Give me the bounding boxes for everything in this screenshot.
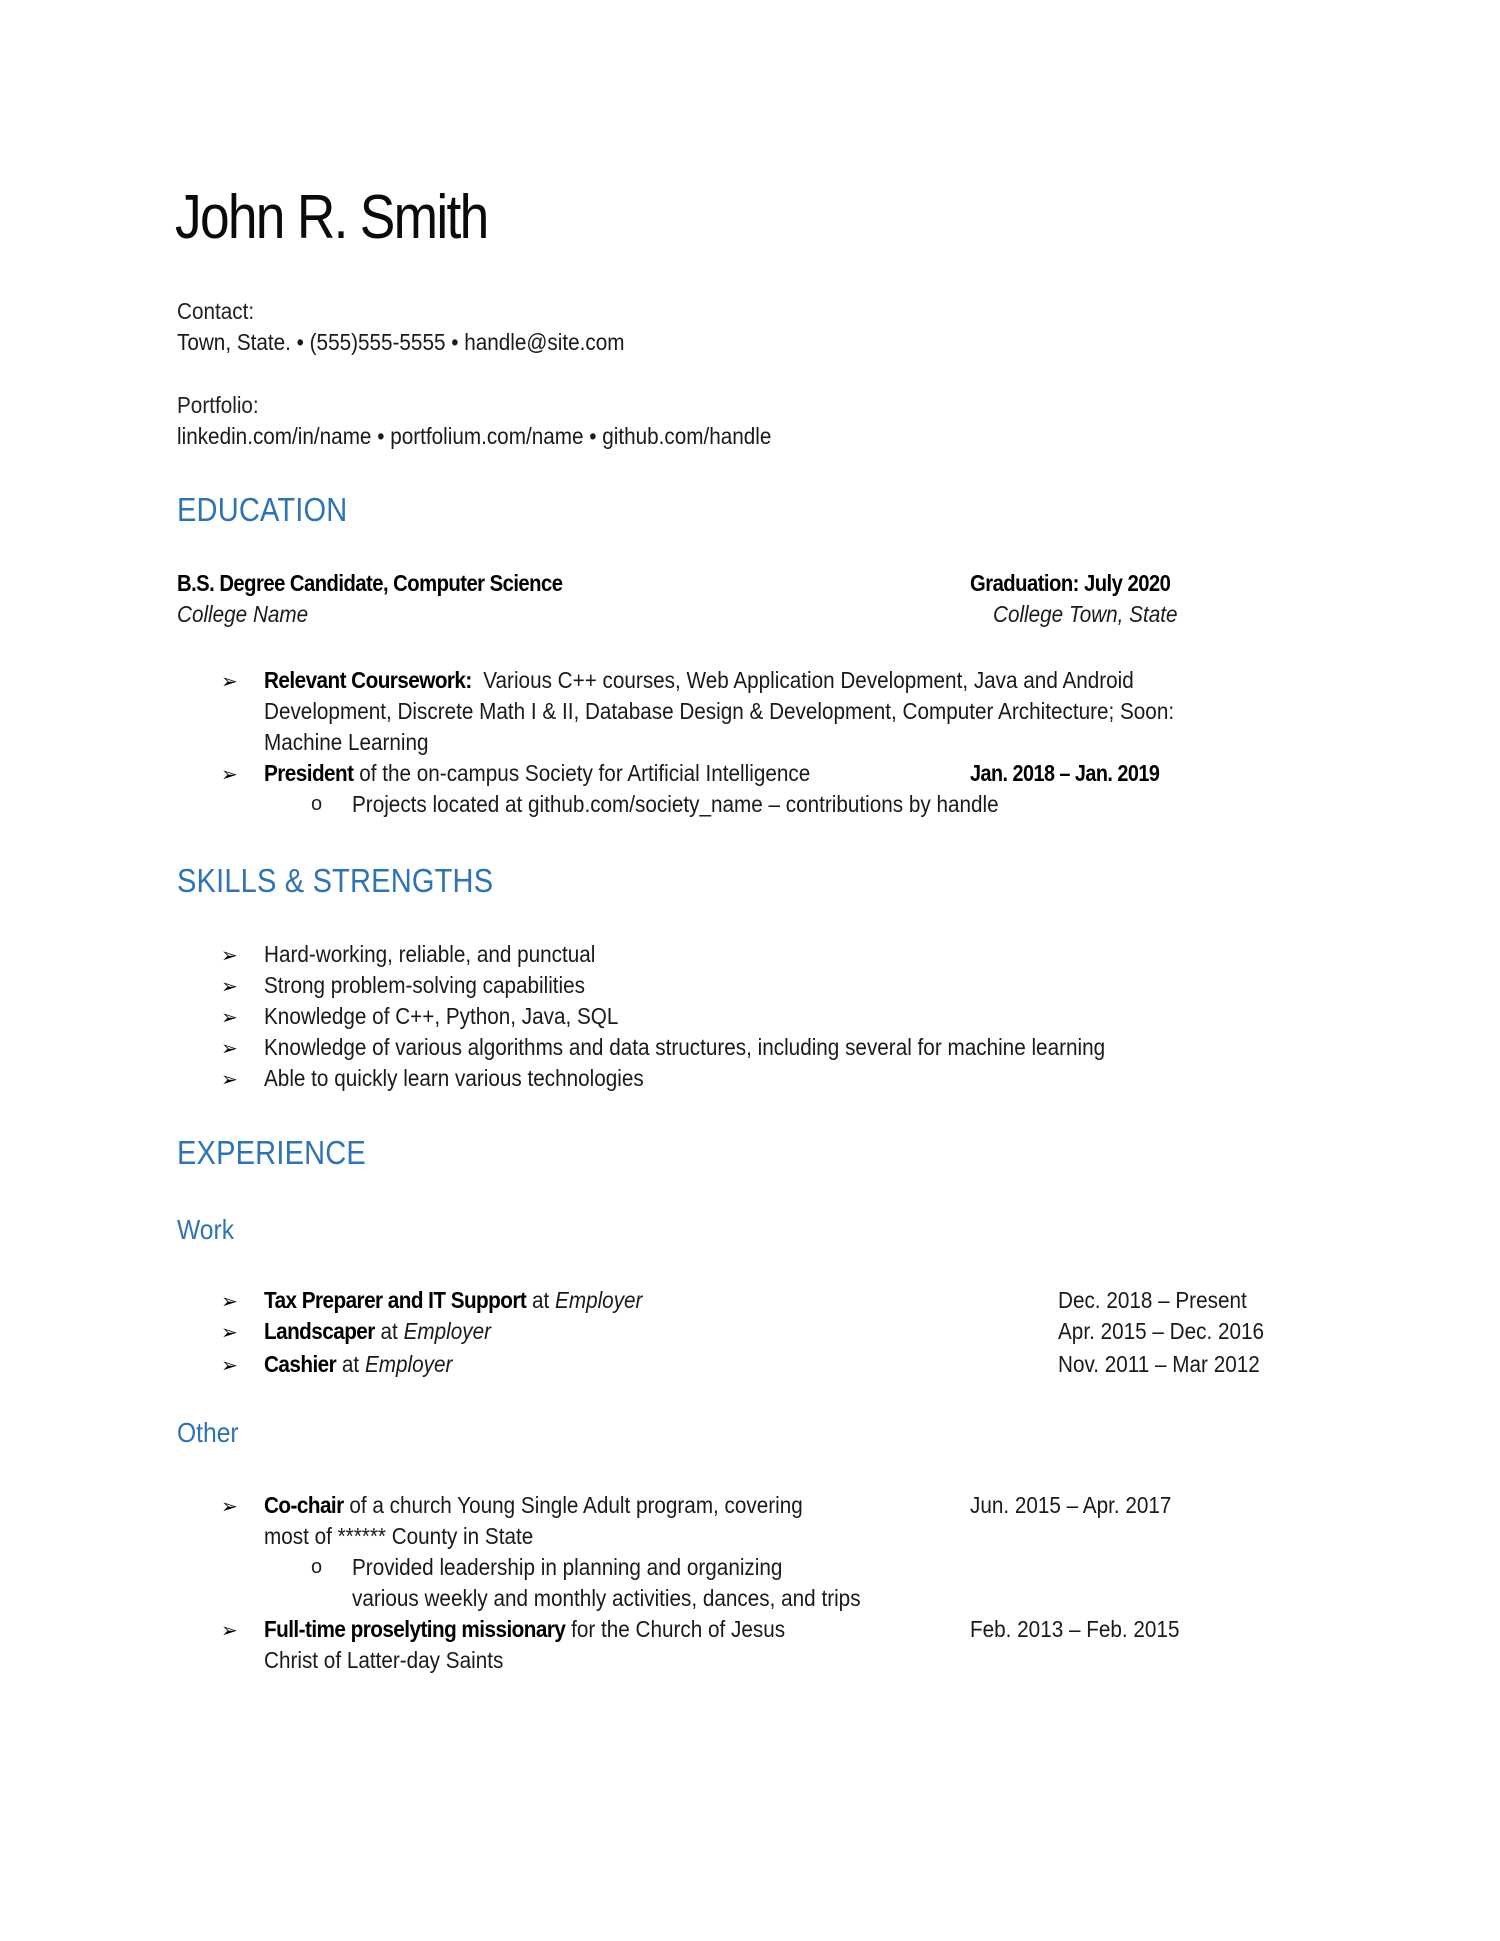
education-heading-text: EDUCATION <box>177 491 348 528</box>
graduation-date <box>970 570 1198 597</box>
college-location <box>993 601 1198 628</box>
circle-bullet-icon: o <box>311 1556 323 1578</box>
portfolio-line-text: linkedin.com/in/name • portfolium.com/name • github.com/handle <box>177 423 772 449</box>
skill-item <box>264 972 621 999</box>
president-sub <box>352 791 1071 818</box>
skill-item <box>264 1065 686 1092</box>
portfolio-label <box>177 392 268 419</box>
other-subheading <box>177 1417 247 1449</box>
coursework-line-1 <box>264 667 1230 694</box>
role-date <box>970 1492 1194 1519</box>
role-text: of a church Young Single Adult program, covering <box>349 1492 803 1518</box>
other-item-line-2 <box>264 1523 563 1550</box>
job-date-text: Apr. 2015 – Dec. 2016 <box>1058 1318 1265 1344</box>
job-date-text: Dec. 2018 – Present <box>1058 1287 1247 1313</box>
other-sub-line-1 <box>352 1554 830 1581</box>
arrow-bullet-icon: ➢ <box>221 945 238 967</box>
skill-item <box>264 1003 658 1030</box>
role-text-2: most of ****** County in State <box>264 1523 534 1549</box>
president-text: of the on-campus Society for Artificial Intelligence <box>359 760 811 786</box>
coursework-line-3 <box>264 729 447 756</box>
experience-heading <box>177 1134 392 1172</box>
other-subheading-text: Other <box>177 1417 239 1448</box>
job-employer: Employer <box>403 1318 492 1344</box>
contact-label-text: Contact: <box>177 298 255 324</box>
circle-bullet-icon: o <box>311 793 323 815</box>
job-at: at <box>532 1287 550 1313</box>
skill-item-text: Hard-working, reliable, and punctual <box>264 941 596 967</box>
president-line <box>264 760 871 787</box>
role-text-2: Christ of Latter-day Saints <box>264 1647 504 1673</box>
job-at: at <box>380 1318 398 1344</box>
coursework-label: Relevant Coursework: <box>264 667 472 693</box>
job-title: Landscaper <box>264 1318 375 1344</box>
president-date <box>970 760 1190 787</box>
skill-item-text: Able to quickly learn various technologies <box>264 1065 644 1091</box>
contact-line-text: Town, State. • (555)555-5555 • handle@site.com <box>177 329 625 355</box>
role-date-text: Feb. 2013 – Feb. 2015 <box>970 1616 1180 1642</box>
education-heading <box>177 491 371 529</box>
skill-item-text: Knowledge of various algorithms and data structures, including several for machine learning <box>264 1034 1106 1060</box>
arrow-bullet-icon: ➢ <box>221 976 238 998</box>
other-sub-line-2 <box>352 1585 917 1612</box>
role-date <box>970 1616 1203 1643</box>
contact-line <box>177 329 674 356</box>
job-at: at <box>341 1351 360 1377</box>
work-item <box>264 1351 473 1378</box>
role-title: Co-chair <box>264 1492 344 1518</box>
portfolio-line <box>177 423 837 450</box>
other-item-line-2 <box>264 1647 530 1674</box>
degree-title-text: B.S. Degree Candidate, Computer Science <box>177 570 563 596</box>
role-sub-text: Provided leadership in planning and organizing <box>352 1554 783 1580</box>
arrow-bullet-icon: ➢ <box>221 764 238 786</box>
coursework-line-2 <box>264 698 1275 725</box>
portfolio-label-text: Portfolio: <box>177 392 259 418</box>
coursework-text-3: Machine Learning <box>264 729 429 755</box>
arrow-bullet-icon: ➢ <box>221 1322 238 1344</box>
job-date <box>1058 1318 1287 1345</box>
experience-heading-text: EXPERIENCE <box>177 1134 366 1171</box>
job-title: Cashier <box>264 1351 337 1377</box>
arrow-bullet-icon: ➢ <box>221 1291 238 1313</box>
coursework-text-2: Development, Discrete Math I & II, Database Design & Development, Computer Architecture; Soon: <box>264 698 1175 724</box>
president-label: President <box>264 760 354 786</box>
work-subheading-text: Work <box>177 1214 235 1245</box>
job-employer: Employer <box>555 1287 643 1313</box>
skill-item-text: Strong problem-solving capabilities <box>264 972 586 998</box>
president-sub-text: Projects located at github.com/society_name – contributions by handle <box>352 791 999 817</box>
arrow-bullet-icon: ➢ <box>221 1355 238 1377</box>
job-title: Tax Preparer and IT Support <box>264 1287 527 1313</box>
skills-heading <box>177 862 536 900</box>
arrow-bullet-icon: ➢ <box>221 1007 238 1029</box>
job-date <box>1058 1351 1282 1378</box>
role-text: for the Church of Jesus <box>571 1616 786 1642</box>
candidate-name <box>175 182 538 253</box>
college-location-text: College Town, State <box>993 601 1178 627</box>
skill-item-text: Knowledge of C++, Python, Java, SQL <box>264 1003 619 1029</box>
role-sub-text-2: various weekly and monthly activities, dances, and trips <box>352 1585 861 1611</box>
work-item <box>264 1318 516 1345</box>
work-item <box>264 1287 685 1314</box>
degree-title <box>177 570 615 597</box>
job-date-text: Nov. 2011 – Mar 2012 <box>1058 1351 1260 1377</box>
role-date-text: Jun. 2015 – Apr. 2017 <box>970 1492 1172 1518</box>
skill-item <box>264 941 632 968</box>
candidate-name-text: John R. Smith <box>175 183 488 252</box>
skill-item <box>264 1034 1199 1061</box>
job-date <box>1058 1287 1268 1314</box>
graduation-date-text: Graduation: July 2020 <box>970 570 1171 596</box>
role-title: Full-time proselyting missionary <box>264 1616 566 1642</box>
arrow-bullet-icon: ➢ <box>221 1496 238 1518</box>
other-item-line-1 <box>264 1616 843 1643</box>
arrow-bullet-icon: ➢ <box>221 1069 238 1091</box>
arrow-bullet-icon: ➢ <box>221 1038 238 1060</box>
skills-heading-text: SKILLS & STRENGTHS <box>177 862 494 899</box>
other-item-line-1 <box>264 1492 863 1519</box>
work-subheading <box>177 1214 242 1246</box>
arrow-bullet-icon: ➢ <box>221 671 238 693</box>
college-name-text: College Name <box>177 601 309 627</box>
job-employer: Employer <box>364 1351 453 1377</box>
coursework-text: Various C++ courses, Web Application Development, Java and Android <box>483 667 1134 693</box>
president-date-text: Jan. 2018 – Jan. 2019 <box>970 760 1160 786</box>
contact-label <box>177 298 263 325</box>
arrow-bullet-icon: ➢ <box>221 1620 238 1642</box>
college-name <box>177 601 323 628</box>
